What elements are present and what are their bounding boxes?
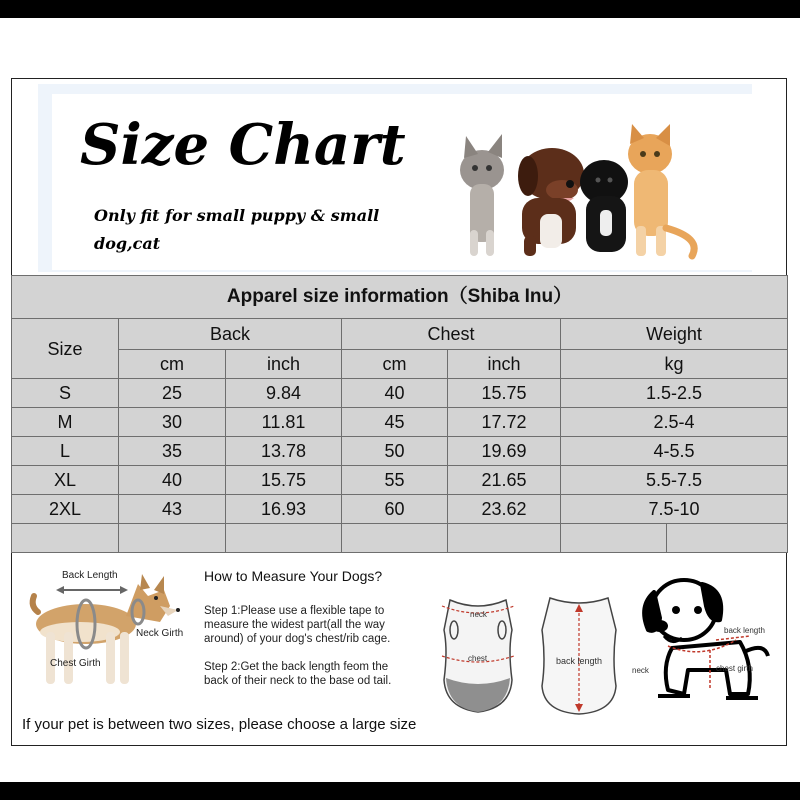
table-row bbox=[12, 408, 788, 437]
cell-back-inch: 11.81 bbox=[226, 408, 342, 437]
cell-back-inch: 13.78 bbox=[226, 437, 342, 466]
cell-back-cm: 25 bbox=[119, 379, 226, 408]
cell-chest-inch: 21.65 bbox=[448, 466, 561, 495]
cell-size: M bbox=[12, 408, 119, 437]
size-table bbox=[11, 275, 788, 553]
cell-size: 2XL bbox=[12, 495, 119, 524]
header-chest-cm: cm bbox=[342, 350, 448, 379]
cell-size: XL bbox=[12, 466, 119, 495]
header-back-cm: cm bbox=[119, 350, 226, 379]
puppy-chest-girth-label: chest girth bbox=[716, 664, 753, 673]
cell-back-cm: 30 bbox=[119, 408, 226, 437]
grey-kitten-image bbox=[460, 134, 504, 256]
garment-back-illustration bbox=[536, 590, 622, 720]
back-length-label: Back Length bbox=[62, 570, 118, 581]
garment-neck-label: neck bbox=[470, 610, 487, 619]
cell-back-cm: 35 bbox=[119, 437, 226, 466]
pets-photo bbox=[452, 118, 712, 264]
cell-weight: 1.5-2.5 bbox=[561, 379, 788, 408]
cell-chest-cm: 40 bbox=[342, 379, 448, 408]
header-size: Size bbox=[12, 319, 119, 379]
cell-weight: 2.5-4 bbox=[561, 408, 788, 437]
top-black-bar bbox=[0, 0, 800, 18]
header-back: Back bbox=[119, 319, 342, 350]
black-puppy-image bbox=[580, 160, 628, 252]
header-chest: Chest bbox=[342, 319, 561, 350]
cell-chest-cm: 55 bbox=[342, 466, 448, 495]
cell-size: L bbox=[12, 437, 119, 466]
orange-kitten-image bbox=[628, 124, 694, 256]
cell-chest-cm: 50 bbox=[342, 437, 448, 466]
cell-size: S bbox=[12, 379, 119, 408]
cell-chest-inch: 15.75 bbox=[448, 379, 561, 408]
cell-back-cm: 43 bbox=[119, 495, 226, 524]
step-1-text: Step 1:Please use a flexible tape to measure the widest part(all the way around) of your dog's chest/rib cage. bbox=[204, 605, 391, 645]
chest-girth-label: Chest Girth bbox=[50, 658, 101, 669]
howto-title: How to Measure Your Dogs? bbox=[204, 568, 383, 584]
cell-back-cm: 40 bbox=[119, 466, 226, 495]
cell-chest-inch: 19.69 bbox=[448, 437, 561, 466]
table-row bbox=[12, 466, 788, 495]
bottom-black-bar bbox=[0, 782, 800, 800]
cell-chest-cm: 45 bbox=[342, 408, 448, 437]
arrow-icon bbox=[56, 586, 128, 594]
cell-back-inch: 15.75 bbox=[226, 466, 342, 495]
table-row-empty bbox=[12, 524, 788, 553]
brown-puppy-image bbox=[518, 148, 584, 256]
header-weight: Weight bbox=[561, 319, 788, 350]
table-row bbox=[12, 379, 788, 408]
size-advice-note: If your pet is between two sizes, please choose a large size bbox=[22, 716, 417, 733]
cell-back-inch: 16.93 bbox=[226, 495, 342, 524]
header-weight-kg: kg bbox=[561, 350, 788, 379]
table-row bbox=[12, 437, 788, 466]
cell-weight: 4-5.5 bbox=[561, 437, 788, 466]
puppy-back-length-label: back length bbox=[724, 626, 765, 635]
header-back-inch: inch bbox=[226, 350, 342, 379]
step-2-text: Step 2:Get the back length feom the back of their neck to the base od tail. bbox=[204, 661, 392, 687]
cell-chest-inch: 17.72 bbox=[448, 408, 561, 437]
puppy-line-drawing bbox=[632, 570, 782, 722]
page-subtitle: Only fit for small puppy & small dog,cat bbox=[94, 206, 380, 253]
cell-weight: 5.5-7.5 bbox=[561, 466, 788, 495]
cell-chest-inch: 23.62 bbox=[448, 495, 561, 524]
cell-back-inch: 9.84 bbox=[226, 379, 342, 408]
header-chest-inch: inch bbox=[448, 350, 561, 379]
neck-girth-label: Neck Girth bbox=[136, 628, 184, 639]
garment-chest-label: chest bbox=[468, 654, 488, 663]
table-caption: Apparel size information（Shiba Inu） bbox=[12, 276, 788, 319]
cell-chest-cm: 60 bbox=[342, 495, 448, 524]
table-row bbox=[12, 495, 788, 524]
page-title: Size Chart bbox=[80, 112, 406, 178]
puppy-neck-label: neck bbox=[632, 666, 649, 675]
cell-weight: 7.5-10 bbox=[561, 495, 788, 524]
garment-back-length-label: back length bbox=[556, 656, 603, 666]
